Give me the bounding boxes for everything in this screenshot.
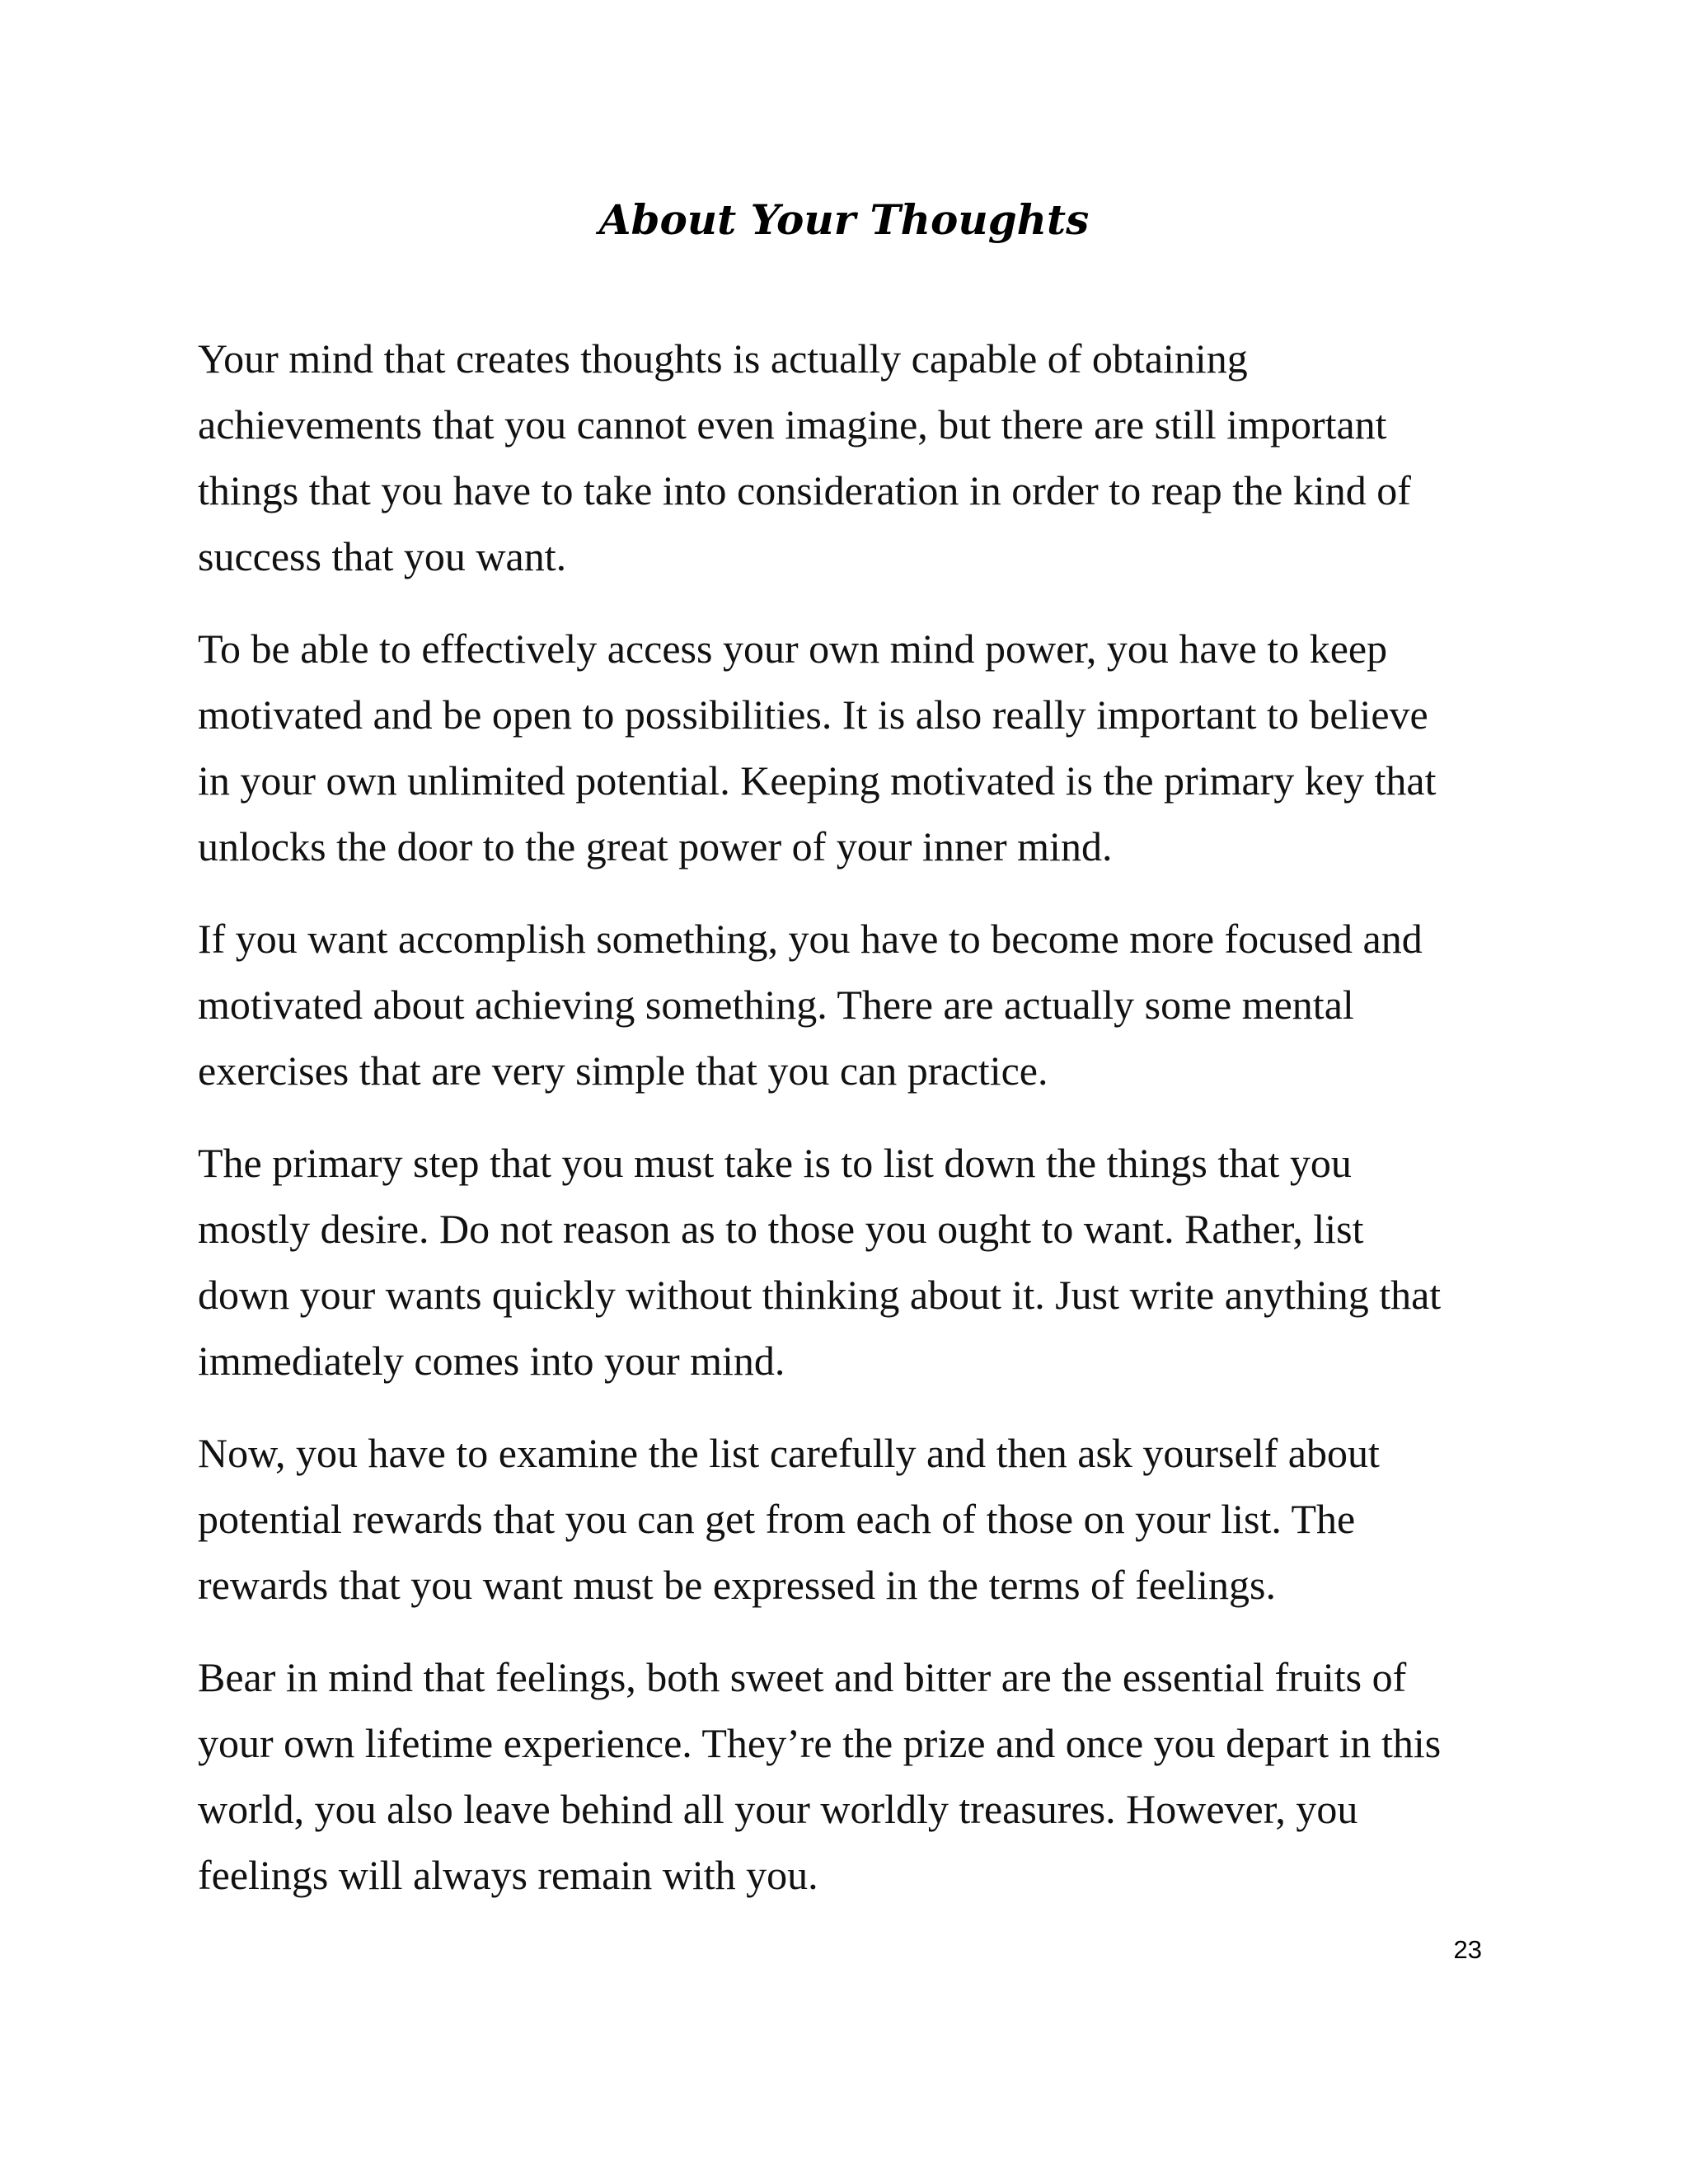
text-line: world, you also leave behind all your worldly treasures. However, you (198, 1786, 1358, 1832)
text-line: things that you have to take into consideration in order to reap the kind of (198, 467, 1411, 513)
paragraph-4 (198, 1130, 1517, 1394)
text-line: If you want accomplish something, you have to become more focused and (198, 916, 1423, 962)
text-line: feelings will always remain with you. (198, 1852, 818, 1898)
text-line: Now, you have to examine the list carefully and then ask yourself about (198, 1430, 1380, 1476)
body-text (198, 326, 1517, 1934)
paragraph-2 (198, 616, 1517, 879)
paragraph-5 (198, 1420, 1517, 1618)
text-line: unlocks the door to the great power of your inner mind. (198, 823, 1113, 869)
text-line: your own lifetime experience. They’re the prize and once you depart in this (198, 1720, 1442, 1766)
page-title: About Your Thoughts (598, 195, 1090, 244)
text-line: in your own unlimited potential. Keeping motivated is the primary key that (198, 757, 1437, 804)
text-line: rewards that you want must be expressed in the terms of feelings. (198, 1562, 1276, 1608)
text-line: success that you want. (198, 533, 567, 579)
text-line: achievements that you cannot even imagine, but there are still important (198, 401, 1387, 448)
text-line: The primary step that you must take is to list down the things that you (198, 1140, 1352, 1186)
paragraph-6 (198, 1644, 1517, 1908)
text-line: motivated about achieving something. There are actually some mental (198, 982, 1354, 1028)
text-line: Bear in mind that feelings, both sweet and bitter are the essential fruits of (198, 1654, 1407, 1700)
text-line: motivated and be open to possibilities. It is also really important to believe (198, 691, 1428, 738)
text-line: To be able to effectively access your own mind power, you have to keep (198, 626, 1388, 672)
text-line: immediately comes into your mind. (198, 1338, 785, 1384)
text-line: Your mind that creates thoughts is actually capable of obtaining (198, 335, 1248, 382)
page-number: 23 (1453, 1935, 1482, 1964)
paragraph-3 (198, 906, 1517, 1104)
text-line: exercises that are very simple that you can practice. (198, 1047, 1048, 1094)
text-line: mostly desire. Do not reason as to those you ought to want. Rather, list (198, 1206, 1364, 1252)
paragraph-1 (198, 326, 1517, 589)
text-line: down your wants quickly without thinking about it. Just write anything that (198, 1272, 1442, 1318)
text-line: potential rewards that you can get from each of those on your list. The (198, 1496, 1356, 1542)
